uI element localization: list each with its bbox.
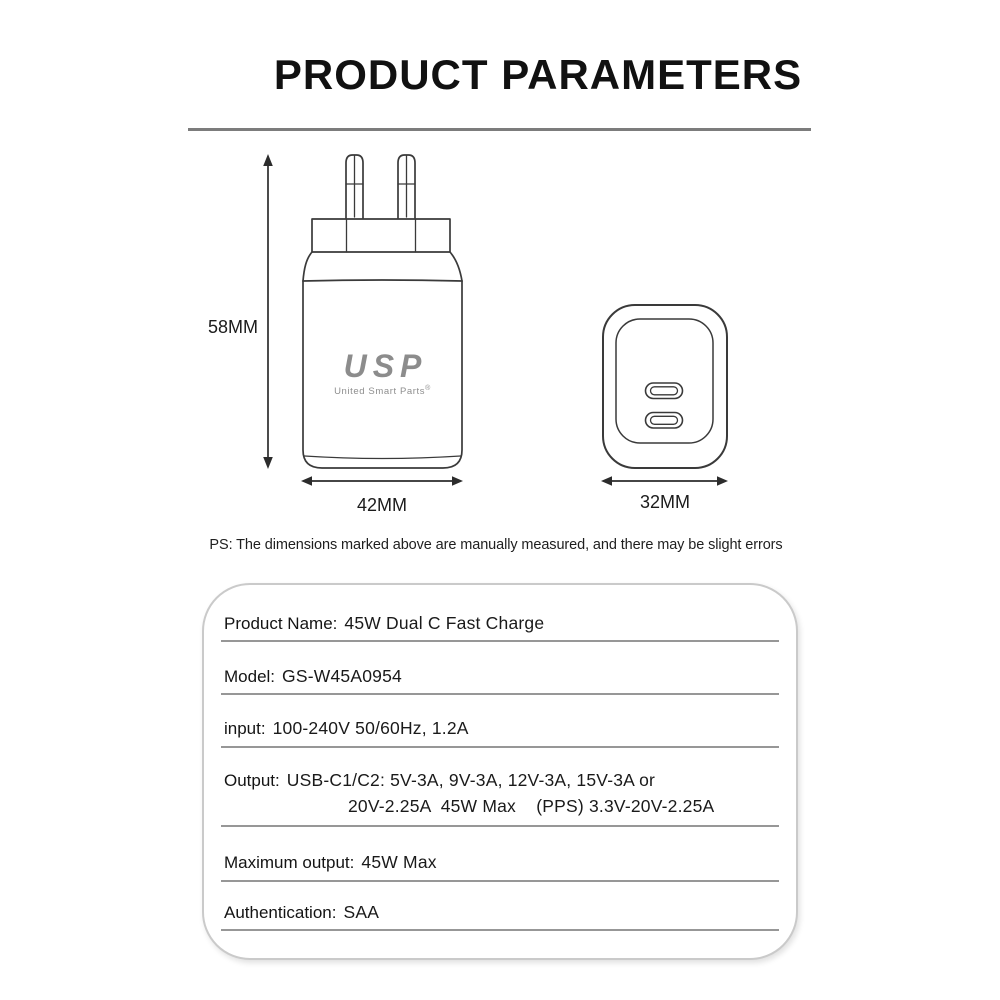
spec-value: 100-240V 50/60Hz, 1.2A [272,718,469,738]
registered-trademark-icon: ® [425,385,431,392]
side-width-dimension-label: 32MM [639,492,690,512]
row-divider [221,640,779,642]
body-cap [303,252,312,281]
spec-value: 20V-2.25A 45W Max (PPS) 3.3V-20V-2.25A [348,796,715,816]
front-width-dimension-arrow [301,476,463,486]
spec-value: 45W Max [361,852,437,872]
height-dimension-arrow [263,154,273,469]
page-title: PRODUCT PARAMETERS [273,51,803,98]
spec-label: Model: [224,667,276,686]
spec-label: Authentication: [224,903,337,922]
front-width-dimension-label: 42MM [356,495,407,515]
charger-side-view [603,305,727,468]
spec-row-output-line2 [348,795,778,819]
measurement-disclaimer: PS: The dimensions marked above are manually measured, and there may be slight errors [209,537,783,553]
brand-subtitle: United Smart Parts® [334,385,431,398]
height-dimension-label: 58MM [207,317,258,337]
spec-value: SAA [343,902,380,922]
plug-pin-left-icon [346,155,363,218]
spec-label: Output: [224,771,280,790]
side-width-dimension-arrow [601,476,728,486]
brand-logo-block [302,350,463,397]
spec-row-model [224,665,778,689]
plug-pin-right-icon [398,155,415,218]
spec-label: Maximum output: [224,853,355,872]
spec-value: GS-W45A0954 [282,666,402,686]
row-divider [221,693,779,695]
spec-label: input: [224,719,266,738]
brand-logo-text: USP [343,348,428,384]
usb-c-port-2-icon [646,413,683,429]
spec-row-product-name [224,612,778,636]
usb-c-port-1-icon [646,383,683,399]
row-divider [221,746,779,748]
row-divider [221,929,779,931]
row-divider [221,880,779,882]
spec-row-authentication [224,901,778,925]
spec-row-maximum-output [224,851,778,875]
spec-table [202,583,798,960]
spec-value: 45W Dual C Fast Charge [344,613,545,633]
charger-front-view [303,155,462,468]
spec-row-output [224,769,778,793]
row-divider [221,825,779,827]
spec-row-input [224,717,778,741]
spec-value: USB-C1/C2: 5V-3A, 9V-3A, 12V-3A, 15V-3A or [286,770,656,790]
plug-base [312,219,450,252]
spec-label: Product Name: [224,614,338,633]
